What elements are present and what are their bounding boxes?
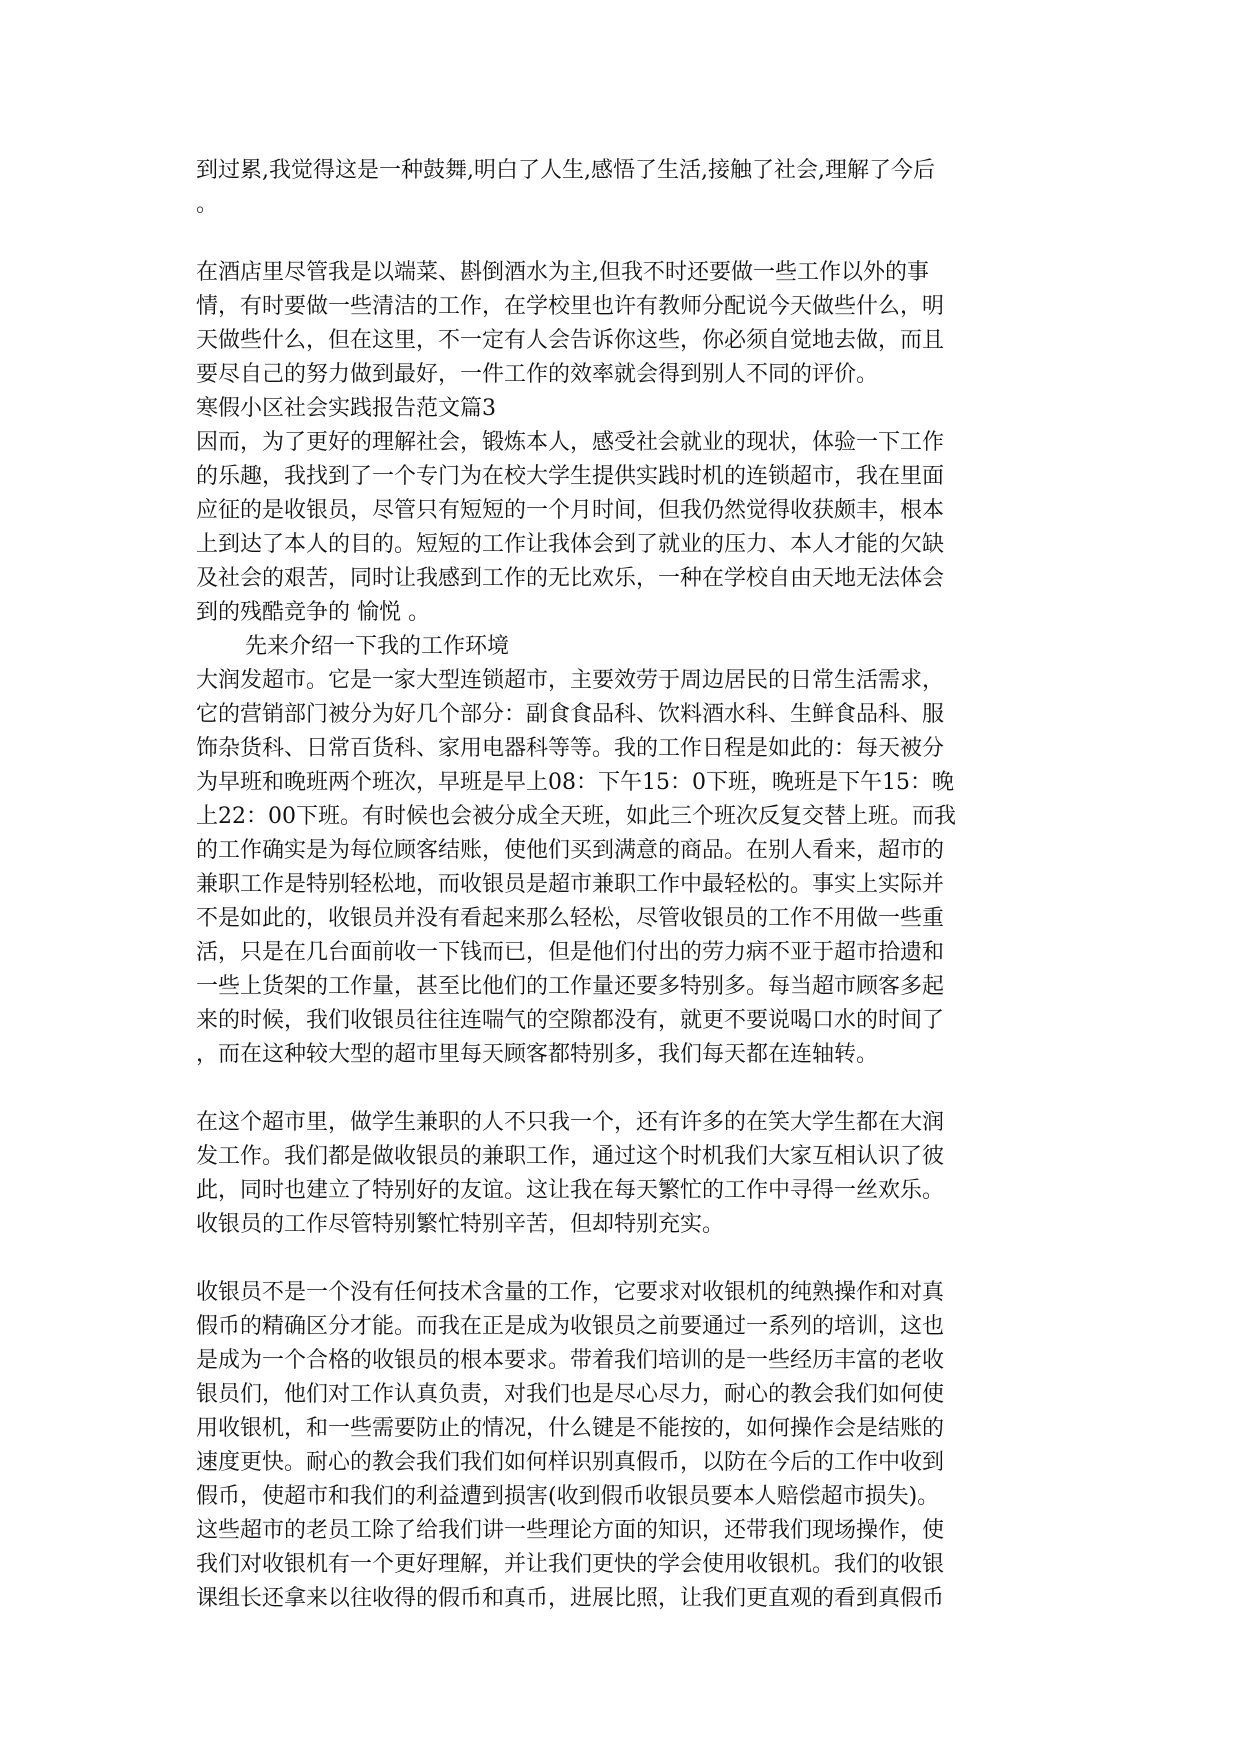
text-line: 到的残酷竞争的 愉悦 。: [196, 600, 430, 625]
text-line: 到过累,我觉得这是一种鼓舞,明白了人生,感悟了生活,接触了社会,理解了今后: [196, 158, 935, 183]
text-line: 要尽自己的努力做到最好，一件工作的效率就会得到别人不同的评价。: [196, 362, 879, 387]
text-line: 因而，为了更好的理解社会，锻炼本人，感受社会就业的现状，体验一下工作: [196, 430, 945, 455]
blank-line: [196, 1072, 1046, 1106]
blank-line: [196, 1242, 1046, 1276]
text-line: 一些上货架的工作量，甚至比他们的工作量还要多特别多。每当超市顾客多起: [196, 974, 945, 999]
text-line: 在酒店里尽管我是以端菜、斟倒酒水为主,但我不时还要做一些工作以外的事: [196, 260, 929, 285]
text-line: 饰杂货科、日常百货科、家用电器科等等。我的工作日程是如此的：每天被分: [196, 736, 945, 761]
text-line: 天做些什么，但在这里，不一定有人会告诉你这些，你必须自觉地去做，而且: [196, 328, 945, 353]
text-line: 我们对收银机有一个更好理解，并让我们更快的学会使用收银机。我们的收银: [196, 1552, 945, 1577]
text-line: 的乐趣，我找到了一个专门为在校大学生提供实践时机的连锁超市，我在里面: [196, 464, 945, 489]
indented-line: 先来介绍一下我的工作环境: [245, 634, 510, 659]
text-line: 兼职工作是特别轻松地，而收银员是超市兼职工作中最轻松的。事实上实际并: [196, 872, 945, 897]
body-text: [196, 154, 1046, 1616]
text-line: 这些超市的老员工除了给我们讲一些理论方面的知识，还带我们现场操作，使: [196, 1518, 945, 1543]
text-line: 及社会的艰苦，同时让我感到工作的无比欢乐，一种在学校自由天地无法体会: [196, 566, 945, 591]
blank-line: [196, 222, 1046, 256]
text-line: 上22：00下班。有时候也会被分成全天班，如此三个班次反复交替上班。而我: [196, 804, 956, 829]
text-line: 应征的是收银员，尽管只有短短的一个月时间，但我仍然觉得收获颇丰，根本: [196, 498, 945, 523]
text-line: 为早班和晚班两个班次，早班是早上08：下午15：0下班，晚班是下午15：晚: [196, 770, 954, 795]
text-line: 的工作确实是为每位顾客结账，使他们买到满意的商品。在别人看来，超市的: [196, 838, 945, 863]
text-line: 是成为一个合格的收银员的根本要求。带着我们培训的是一些经历丰富的老收: [196, 1348, 945, 1373]
text-line: 课组长还拿来以往收得的假币和真币，进展比照，让我们更直观的看到真假币: [196, 1586, 945, 1611]
text-line: 收银员的工作尽管特别繁忙特别辛苦，但却特别充实。: [196, 1212, 725, 1237]
text-line: 速度更快。耐心的教会我们我们如何样识别真假币，以防在今后的工作中收到: [196, 1450, 945, 1475]
text-line: 不是如此的，收银员并没有看起来那么轻松，尽管收银员的工作不用做一些重: [196, 906, 945, 931]
text-line: 此，同时也建立了特别好的友谊。这让我在每天繁忙的工作中寻得一丝欢乐。: [196, 1178, 945, 1203]
section-heading: 寒假小区社会实践报告范文篇3: [196, 396, 496, 421]
text-line: 活，只是在几台面前收一下钱而已，但是他们付出的劳力病不亚于超市拾遗和: [196, 940, 945, 965]
text-line: ，而在这种较大型的超市里每天顾客都特别多，我们每天都在连轴转。: [196, 1042, 879, 1067]
text-line: 情，有时要做一些清洁的工作，在学校里也许有教师分配说今天做些什么，明: [196, 294, 945, 319]
text-line: 假币，使超市和我们的利益遭到损害(收到假币收银员要本人赔偿超市损失)。: [196, 1484, 940, 1509]
text-line: 上到达了本人的目的。短短的工作让我体会到了就业的压力、本人才能的欠缺: [196, 532, 945, 557]
text-line: 。: [196, 192, 219, 217]
text-line: 用收银机，和一些需要防止的情况，什么键是不能按的，如何操作会是结账的: [196, 1416, 945, 1441]
text-line: 它的营销部门被分为好几个部分：副食食品科、饮料酒水科、生鲜食品科、服: [196, 702, 945, 727]
text-line: 假币的精确区分才能。而我在正是成为收银员之前要通过一系列的培训，这也: [196, 1314, 945, 1339]
text-line: 银员们，他们对工作认真负责，对我们也是尽心尽力，耐心的教会我们如何使: [196, 1382, 945, 1407]
text-line: 发工作。我们都是做收银员的兼职工作，通过这个时机我们大家互相认识了彼: [196, 1144, 945, 1169]
text-line: 大润发超市。它是一家大型连锁超市，主要效劳于周边居民的日常生活需求，: [196, 668, 945, 693]
text-line: 在这个超市里，做学生兼职的人不只我一个，还有许多的在笑大学生都在大润: [196, 1110, 945, 1135]
text-line: 收银员不是一个没有任何技术含量的工作，它要求对收银机的纯熟操作和对真: [196, 1280, 945, 1305]
text-line: 来的时候，我们收银员往往连喘气的空隙都没有，就更不要说喝口水的时间了: [196, 1008, 945, 1033]
